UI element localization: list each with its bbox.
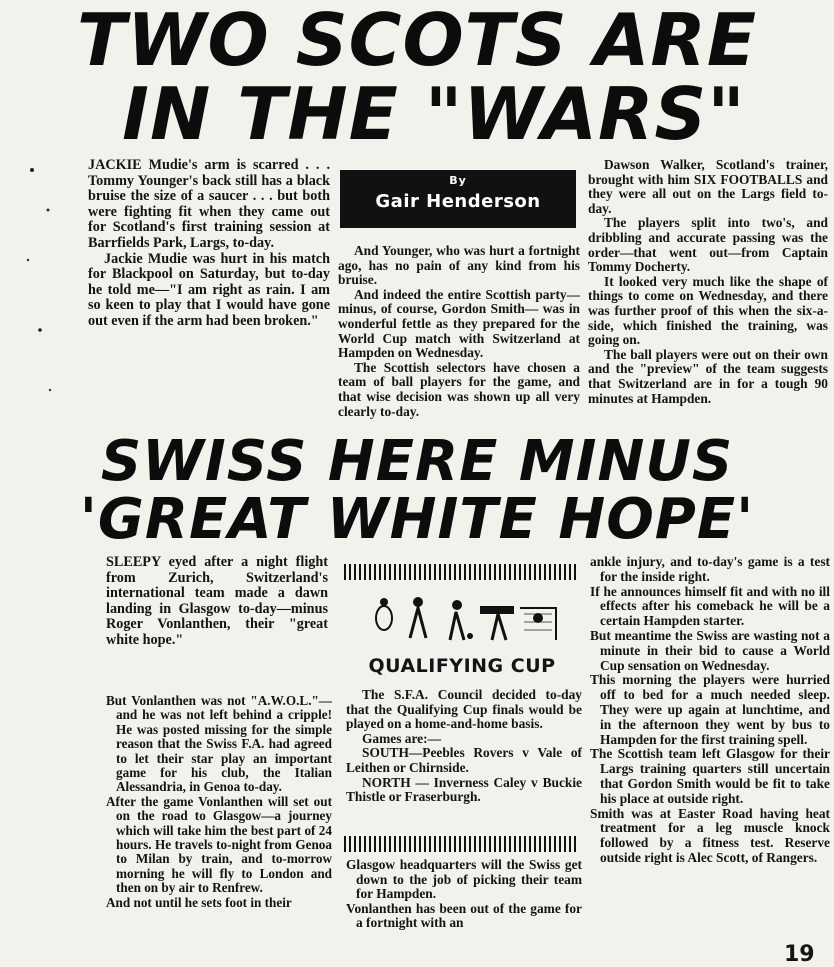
qualifying-cup-south: SOUTH—Peebles Rovers v Vale of Leithen or Chirnside.: [346, 745, 582, 775]
byline-author: Gair Henderson: [375, 191, 541, 212]
story-2-column-1-lead: [106, 555, 328, 649]
byline-box: [340, 170, 576, 228]
story-2-paragraph: Glasgow headquarters will the Swiss get down to the job of picking their team for Hampden.: [346, 857, 582, 902]
headline-2-line-1: SWISS HERE MINUS: [100, 429, 734, 494]
story-2-paragraph: Smith was at Easter Road having heat treatment for a leg muscle knock followed by a fitness test. Reserve outside right is Alec Scott, of Rangers.: [590, 805, 830, 865]
footballers-illustration: [360, 588, 560, 648]
story-2-paragraph: ankle injury, and to-day's game is a test for the inside right.: [590, 554, 830, 584]
story-2-paragraph: And not until he sets foot in their: [106, 894, 292, 910]
decorative-bar-rule: [344, 836, 576, 852]
headline-1-line-2: IN THE "WARS": [122, 72, 746, 156]
qualifying-cup-title: QUALIFYING CUP: [368, 655, 556, 677]
story-2-paragraph: After the game Vonlanthen will set out on the road to Glasgow—a journey which will take him the best part of 24 hours. He travels to-night from Genoa to Milan by train, and to-morrow morning he will fly to London and then on by air to Renfrew.: [106, 793, 332, 896]
story-1-lead-paragraph: JACKIE Mudie's arm is scarred . . . Tommy Younger's back still has a black bruise the size of a saucer . . . but both were fighting fit when they came out for Scotland's first training session at Barrfields Park, Largs, to-day.: [88, 157, 330, 251]
story-1-paragraph: The players split into two's, and dribbling and accurate passing was the order—that went out—from Captain Tommy Docherty.: [588, 215, 828, 275]
story-1-paragraph: And Younger, who was hurt a fortnight ago, has no pain of any kind from his bruise.: [338, 243, 580, 288]
story-2-column-2: [346, 858, 582, 931]
story-1-paragraph: And indeed the entire Scottish party—minus, of course, Gordon Smith— was in wonderful fettle as they prepared for the World Cup match with Switzerland at Hampden on Wednesday.: [338, 286, 580, 361]
qualifying-cup-games-label: Games are:—: [362, 730, 441, 746]
story-1-column-2: [338, 244, 580, 419]
story-2-column-3: [590, 555, 830, 866]
story-1-column-1: [88, 158, 330, 330]
story-2-column-1-body: [106, 694, 332, 910]
headline-1-line-1: TWO SCOTS ARE: [76, 0, 758, 82]
headline-2-line-2: 'GREAT WHITE HOPE': [79, 487, 755, 552]
story-1-paragraph: Dawson Walker, Scotland's trainer, brought with him SIX FOOTBALLS and they were all out on the Largs field to-day.: [588, 157, 828, 216]
story-2-paragraph: Vonlanthen has been out of the game for a fortnight with an: [346, 900, 582, 931]
story-2-paragraph: But Vonlanthen was not "A.W.O.L."—and he was not left behind a cripple! He was posted missing for the simple reason that the Swiss F.A. had agreed to let their star play an important game for his club, the Italian Alessandria, in Genoa to-day.: [106, 693, 332, 795]
story-1-column-3: [588, 158, 828, 406]
qualifying-cup-north: NORTH — Inverness Caley v Buckie Thistle or Fraserburgh.: [346, 774, 582, 805]
story-1-paragraph: Jackie Mudie was hurt in his match for Blackpool on Saturday, but to-day he told me—"I am right as rain. I am so keen to play that I would have gone out even if the arm had been broken.": [88, 250, 330, 329]
story-2-paragraph: But meantime the Swiss are wasting not a minute in their bid to cause a World Cup sensation on Wednesday.: [590, 627, 830, 673]
story-2-paragraph: The Scottish team left Glasgow for their Largs training quarters still uncertain that Gordon Smith would be fit to take his place at outside right.: [590, 746, 830, 806]
print-speckle-decoration: [20, 150, 60, 450]
story-1-paragraph: It looked very much like the shape of things to come on Wednesday, and there was further proof of this when the six-a-side, which finished the training, was going on.: [588, 273, 828, 348]
decorative-bar-rule: [344, 564, 576, 580]
page-number: 19: [784, 942, 815, 967]
story-2-lead-paragraph: SLEEPY eyed after a night flight from Zurich, Switzerland's international team made a dawn landing in Glasgow to-day—minus Roger Vonlanthen, their "great white hope.": [106, 554, 328, 648]
story-2-paragraph: If he announces himself fit and with no ill effects after his comeback he will be a certain Hampden starter.: [590, 583, 830, 629]
story-2-paragraph: This morning the players were hurried off to bed for a much needed sleep. They were up again at lunchtime, and in the afternoon they went by bus to Hampden for the first training spell.: [590, 672, 830, 747]
qualifying-cup-column: [346, 688, 582, 805]
story-1-paragraph: The Scottish selectors have chosen a team of ball players for the game, and that wise decision was shown up all very clearly to-day.: [338, 359, 580, 419]
byline-by: By: [449, 174, 467, 187]
qualifying-cup-intro: The S.F.A. Council decided to-day that the Qualifying Cup finals would be played on a home-and-home basis.: [346, 687, 582, 732]
story-1-paragraph: The ball players were out on their own and the "preview" of the team suggests that Switzerland are in for a tough 90 minutes at Hampden.: [588, 346, 828, 406]
